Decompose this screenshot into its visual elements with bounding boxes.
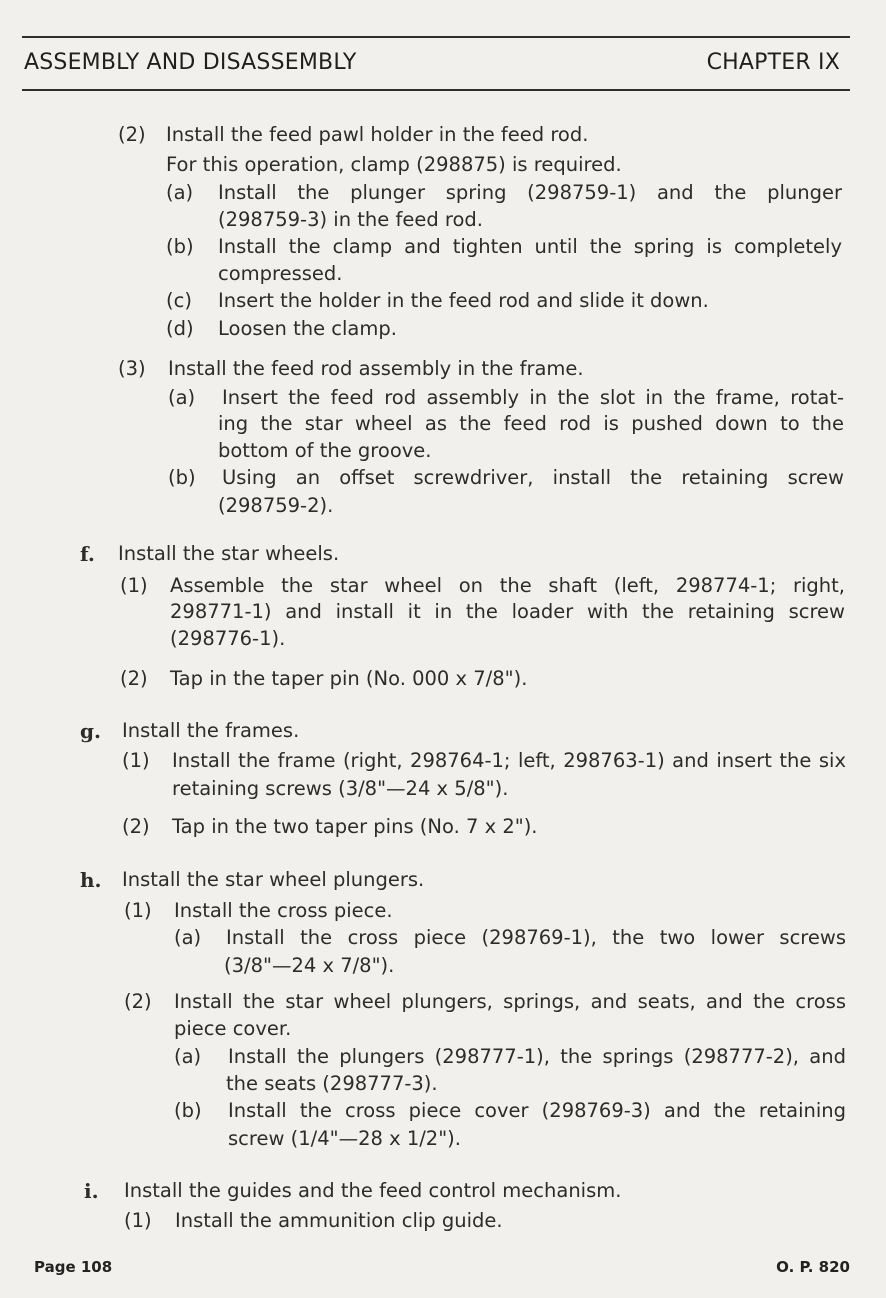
step-text: Tap in the taper pin (No. 000 x 7/8").	[170, 667, 528, 690]
substep-label: (a)	[166, 181, 194, 204]
paragraph-title: Install the guides and the feed control mechanism.	[124, 1179, 622, 1202]
substep-label: (a)	[174, 1045, 202, 1068]
paragraph-title: Install the star wheel plungers.	[122, 868, 425, 891]
step-label: (2)	[122, 815, 150, 838]
substep-label: (b)	[174, 1099, 202, 1122]
step-text: Install the feed rod assembly in the frame.	[168, 357, 584, 380]
substep-text: Insert the holder in the feed rod and slide it down.	[218, 289, 709, 312]
substep-label: (d)	[166, 317, 194, 340]
document-number: O. P. 820	[776, 1258, 850, 1276]
paragraph-label: f.	[80, 542, 95, 566]
step-label: (1)	[122, 749, 150, 772]
step-text: Install the star wheel plungers, springs, and seats, and the cross	[174, 990, 846, 1013]
step-label: (1)	[124, 899, 152, 922]
step-text: Install the ammunition clip guide.	[175, 1209, 503, 1232]
chapter-label: CHAPTER IX	[706, 50, 840, 75]
substep-text: Install the plungers (298777-1), the springs (298777-2), and	[228, 1045, 846, 1068]
header-rule-bottom	[22, 89, 850, 91]
paragraph-label: i.	[84, 1179, 99, 1203]
step-text: Install the feed pawl holder in the feed rod.	[166, 123, 589, 146]
substep-text: Loosen the clamp.	[218, 317, 397, 340]
substep-text: Install the clamp and tighten until the spring is completely	[218, 235, 842, 258]
step-text: 298771-1) and install it in the loader with the retaining screw	[170, 600, 845, 623]
header-rule-top	[22, 36, 850, 38]
step-label: (1)	[124, 1209, 152, 1232]
substep-text: (3/8"—24 x 7/8").	[224, 954, 395, 977]
step-text: Assemble the star wheel on the shaft (left, 298774-1; right,	[170, 574, 845, 597]
substep-text: Install the cross piece cover (298769-3) and the retaining	[228, 1099, 846, 1122]
paragraph-title: Install the frames.	[122, 719, 300, 742]
step-text: retaining screws (3/8"—24 x 5/8").	[172, 777, 509, 800]
substep-text: Insert the feed rod assembly in the slot in the frame, rotat-	[222, 386, 844, 409]
substep-label: (b)	[168, 466, 196, 489]
step-text: piece cover.	[174, 1017, 292, 1040]
paragraph-label: g.	[80, 719, 101, 743]
paragraph-label: h.	[80, 868, 102, 892]
substep-label: (a)	[174, 926, 202, 949]
step-label: (3)	[118, 357, 146, 380]
substep-text: bottom of the groove.	[218, 439, 432, 462]
step-label: (1)	[120, 574, 148, 597]
step-label: (2)	[118, 123, 146, 146]
paragraph-title: Install the star wheels.	[118, 542, 340, 565]
substep-text: ing the star wheel as the feed rod is pushed down to the	[218, 412, 844, 435]
step-label: (2)	[124, 990, 152, 1013]
substep-text: (298759-3) in the feed rod.	[218, 208, 484, 231]
step-label: (2)	[120, 667, 148, 690]
step-text: (298776-1).	[170, 627, 286, 650]
step-text: Install the frame (right, 298764-1; left, 298763-1) and insert the six	[172, 749, 846, 772]
step-text: Tap in the two taper pins (No. 7 x 2").	[172, 815, 538, 838]
substep-text: Install the cross piece (298769-1), the two lower screws	[226, 926, 846, 949]
section-title: ASSEMBLY AND DISASSEMBLY	[24, 50, 357, 75]
substep-label: (b)	[166, 235, 194, 258]
step-text: Install the cross piece.	[174, 899, 393, 922]
step-text: For this operation, clamp (298875) is required.	[166, 153, 622, 176]
substep-text: the seats (298777-3).	[226, 1072, 438, 1095]
substep-text: compressed.	[218, 262, 343, 285]
substep-text: (298759-2).	[218, 494, 334, 517]
substep-label: (c)	[166, 289, 192, 312]
substep-text: Install the plunger spring (298759-1) and the plunger	[218, 181, 842, 204]
substep-text: Using an offset screwdriver, install the retaining screw	[222, 466, 844, 489]
substep-label: (a)	[168, 386, 196, 409]
page-number: Page 108	[34, 1258, 113, 1276]
substep-text: screw (1/4"—28 x 1/2").	[228, 1127, 461, 1150]
